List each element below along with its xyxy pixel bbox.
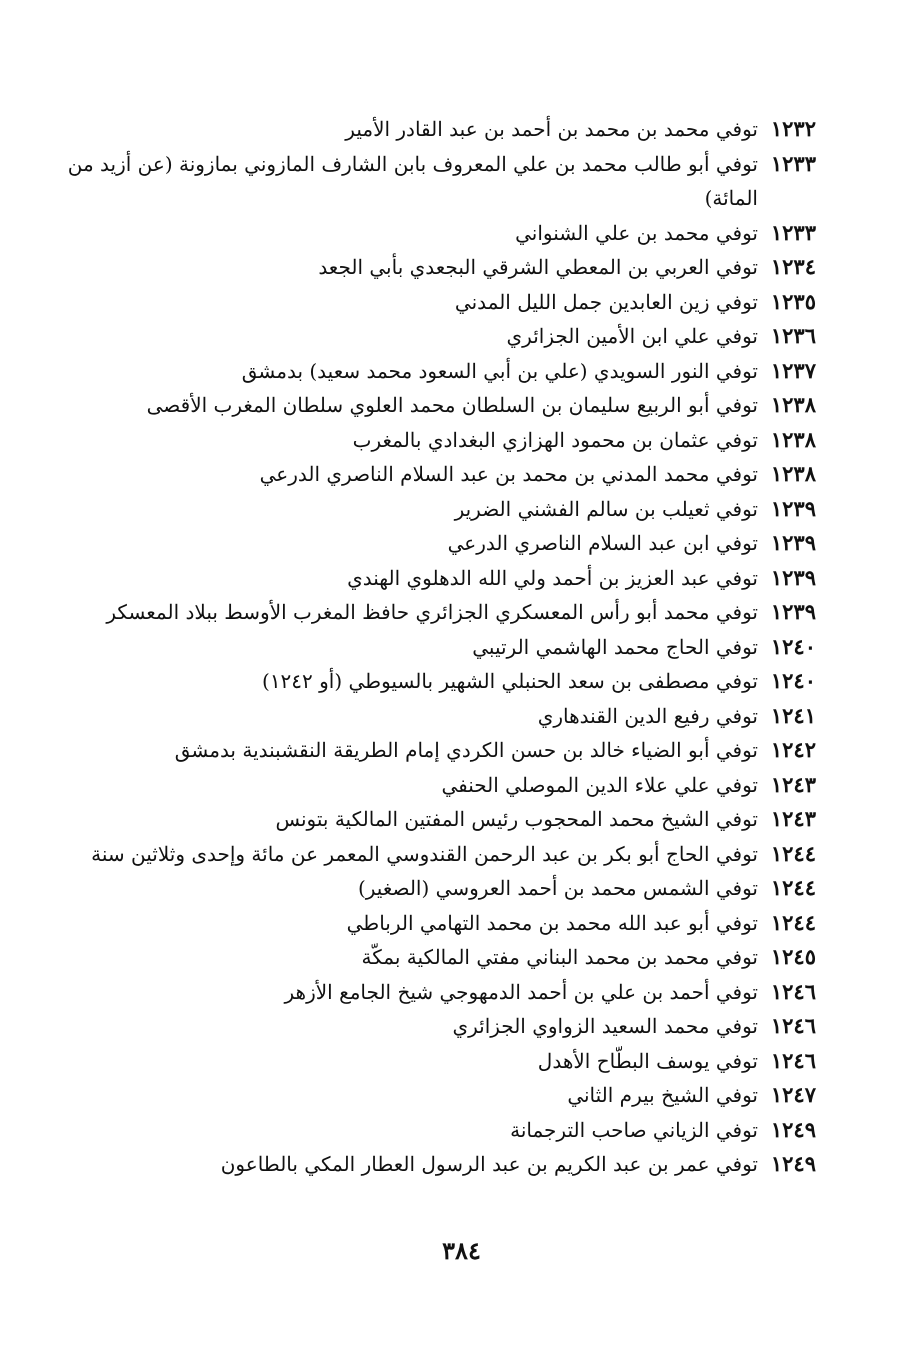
entry-text: توفي محمد بن محمد بن أحمد بن عبد القادر الأمير (345, 117, 758, 141)
chronology-entry (60, 664, 816, 699)
chronology-entry (60, 492, 816, 527)
entry-text: توفي أبو طالب محمد بن علي المعروف بابن الشارف المازوني بمازونة (عن أزيد من المائة) (67, 151, 758, 210)
entry-year: ١٢٣٩ (770, 530, 816, 555)
page-number: ٣٨٤ (442, 1236, 481, 1265)
chronology-entry (60, 388, 816, 423)
entry-year: ١٢٣٤ (770, 254, 816, 279)
entry-text: توفي زين العابدين جمل الليل المدني (454, 289, 758, 314)
entry-year: ١٢٤١ (770, 702, 816, 728)
entry-year: ١٢٣٩ (770, 564, 816, 590)
entry-text: توفي أبو الربيع سليمان بن السلطان محمد العلوي سلطان المغرب الأقصى (146, 393, 758, 417)
entry-year: ١٢٤٢ (770, 737, 816, 762)
entry-text: توفي الزياني صاحب الترجمانة (510, 1117, 758, 1142)
entry-text: توفي علي علاء الدين الموصلي الحنفي (441, 772, 758, 797)
chronology-entry (60, 630, 816, 665)
entry-year: ١٢٤٦ (770, 978, 816, 1004)
entry-text: توفي أبو عبد الله محمد بن محمد التهامي الرباطي (346, 910, 758, 935)
entry-text: توفي الشيخ بيرم الثاني (567, 1083, 758, 1107)
entry-text: توفي محمد السعيد الزواوي الجزائري (452, 1014, 758, 1038)
chronology-entry (60, 423, 816, 458)
entry-year: ١٢٤٣ (770, 806, 816, 831)
chronology-list (60, 112, 816, 1182)
entry-year: ١٢٤٦ (770, 1047, 816, 1073)
entry-year: ١٢٤٩ (770, 1116, 816, 1142)
entry-text: توفي عمر بن عبد الكريم بن عبد الرسول العطار المكي بالطاعون (220, 1152, 758, 1176)
entry-year: ١٢٤٠ (770, 668, 816, 693)
chronology-entry (60, 975, 816, 1010)
chronology-entry (60, 733, 816, 768)
entry-year: ١٢٤٥ (770, 944, 816, 969)
chronology-entry (60, 940, 816, 975)
entry-year: ١٢٣٢ (770, 116, 816, 141)
entry-year: ١٢٤٤ (770, 875, 816, 900)
entry-text: توفي أحمد بن علي بن أحمد الدمهوجي شيخ الجامع الأزهر (284, 979, 758, 1004)
entry-year: ١٢٤٣ (770, 771, 816, 797)
entry-text: توفي الحاج أبو بكر بن عبد الرحمن القندوسي المعمر عن مائة وإحدى وثلاثين سنة (91, 841, 758, 866)
chronology-entry (60, 319, 816, 354)
entry-year: ١٢٣٧ (770, 357, 816, 383)
chronology-entry (60, 595, 816, 630)
entry-text: توفي محمد بن علي الشنواني (515, 220, 758, 245)
chronology-entry (60, 561, 816, 596)
entry-year: ١٢٣٥ (770, 288, 816, 314)
entry-text: توفي محمد بن محمد البناني مفتي المالكية بمكّة (361, 945, 758, 969)
entry-text: توفي الحاج محمد الهاشمي الرتيبي (472, 634, 758, 659)
chronology-entry (60, 526, 816, 561)
entry-text: توفي يوسف البطّاح الأهدل (537, 1048, 758, 1073)
chronology-entry (60, 112, 816, 147)
entry-text: توفي عثمان بن محمود الهزازي البغدادي بالمغرب (352, 427, 758, 452)
entry-text: توفي أبو الضياء خالد بن حسن الكردي إمام الطريقة النقشبندية بدمشق (174, 738, 758, 762)
chronology-entry (60, 1147, 816, 1182)
entry-year: ١٢٣٨ (770, 392, 816, 417)
entry-year: ١٢٤٠ (770, 633, 816, 659)
chronology-entry (60, 906, 816, 941)
entry-text: توفي ثعيلب بن سالم الفشني الضرير (454, 496, 758, 521)
chronology-entry (60, 1078, 816, 1113)
chronology-entry (60, 354, 816, 389)
entry-text: توفي محمد أبو رأس المعسكري الجزائري حافظ المغرب الأوسط ببلاد المعسكر (106, 600, 758, 624)
chronology-entry (60, 802, 816, 837)
entry-year: ١٢٤٩ (770, 1151, 816, 1176)
entry-text: توفي محمد المدني بن محمد بن عبد السلام الناصري الدرعي (259, 462, 758, 486)
chronology-entry (60, 699, 816, 734)
chronology-entry (60, 871, 816, 906)
entry-year: ١٢٤٦ (770, 1013, 816, 1038)
entry-year: ١٢٤٧ (770, 1082, 816, 1107)
entry-text: توفي الشيخ محمد المحجوب رئيس المفتين المالكية بتونس (275, 807, 758, 831)
chronology-entry (60, 285, 816, 320)
chronology-entry (60, 1009, 816, 1044)
entry-text: توفي النور السويدي (علي بن أبي السعود محمد سعيد) بدمشق (241, 358, 758, 383)
chronology-entry (60, 457, 816, 492)
chronology-entry (60, 768, 816, 803)
entry-year: ١٢٣٩ (770, 599, 816, 624)
entry-text: توفي ابن عبد السلام الناصري الدرعي (447, 531, 758, 555)
entry-text: توفي عبد العزيز بن أحمد ولي الله الدهلوي الهندي (347, 565, 758, 590)
chronology-entry (60, 837, 816, 872)
entry-text: توفي علي ابن الأمين الجزائري (506, 324, 758, 348)
chronology-entry (60, 1113, 816, 1148)
entry-text: توفي الشمس محمد بن أحمد العروسي (الصغير) (357, 876, 758, 900)
chronology-entry (60, 250, 816, 285)
entry-text: توفي رفيع الدين القندهاري (537, 703, 758, 728)
entry-text: توفي العربي بن المعطي الشرقي البجعدي بأبي الجعد (318, 255, 758, 279)
chronology-entry (60, 216, 816, 251)
entry-year: ١٢٣٨ (770, 461, 816, 486)
entry-year: ١٢٣٦ (770, 323, 816, 348)
entry-text: توفي مصطفى بن سعد الحنبلي الشهير بالسيوطي (أو ١٢٤٢) (262, 669, 758, 693)
entry-year: ١٢٣٣ (770, 219, 816, 245)
chronology-entry (60, 1044, 816, 1079)
entry-year: ١٢٣٨ (770, 426, 816, 452)
entry-year: ١٢٤٤ (770, 840, 816, 866)
entry-year: ١٢٤٤ (770, 909, 816, 935)
chronology-entry (60, 147, 816, 216)
entry-year: ١٢٣٩ (770, 495, 816, 521)
entry-year: ١٢٣٣ (770, 150, 816, 176)
